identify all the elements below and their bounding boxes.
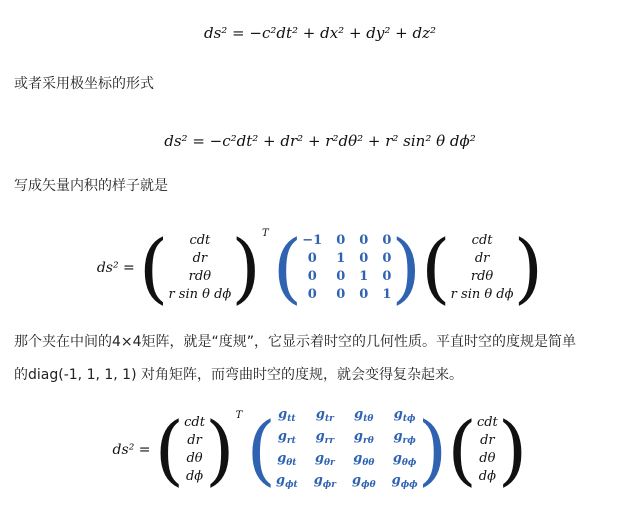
matrix-cell: 0 <box>307 269 317 284</box>
right-paren: ) <box>497 405 528 494</box>
matrix-cell: 0 <box>336 287 346 302</box>
matrix-cell: $g_{tt}$ <box>278 407 296 424</box>
matrix-right-paren: ) <box>417 405 448 494</box>
matrix-cell: $g_{\theta r}$ <box>314 451 335 468</box>
vector-entry: dϕ <box>185 469 204 484</box>
vector-right <box>477 414 498 486</box>
left-paren: ( <box>421 223 451 312</box>
matrix-cell: 0 <box>307 251 317 266</box>
vector-left <box>184 414 205 486</box>
matrix-cell: $g_{t\theta}$ <box>354 407 374 424</box>
matrix-right-paren: ) <box>391 223 422 312</box>
matrix-cell: 1 <box>382 287 392 302</box>
right-paren: ) <box>204 405 235 494</box>
vector-entry: cdt <box>476 415 498 430</box>
vector-entry: dθ <box>186 451 203 466</box>
matrix-equation-flat <box>0 223 640 312</box>
paragraph-metric-explanation <box>14 326 628 392</box>
right-paren: ) <box>231 223 261 312</box>
matrix-eq1-lhs: ds² = <box>96 260 135 276</box>
matrix-left-paren: ( <box>246 405 276 494</box>
matrix-cell: $g_{r\theta}$ <box>353 429 374 446</box>
matrix-cell: 0 <box>336 233 346 248</box>
left-paren: ( <box>138 223 169 312</box>
matrix-cell: −1 <box>302 233 323 248</box>
matrix-cell: 0 <box>359 251 369 266</box>
matrix-cell: $g_{\phi t}$ <box>275 473 298 490</box>
transpose-mark: T <box>235 410 243 421</box>
vector-entry: r sin θ dϕ <box>168 287 232 302</box>
metric-matrix-flat <box>302 232 391 304</box>
matrix-cell: $g_{r\phi}$ <box>393 429 416 446</box>
vector-left <box>168 232 231 304</box>
vector-entry: r sin θ dϕ <box>450 287 514 302</box>
matrix-left-paren: ( <box>272 223 303 312</box>
paragraph-line: 那个夹在中间的4×4矩阵，就是“度规”，它显示着时空的几何性质。平直时空的度规是简单 <box>14 334 577 350</box>
matrix-cell: $g_{tr}$ <box>315 407 334 424</box>
vector-entry: dr <box>192 251 208 266</box>
paragraph-polar-intro: 或者采用极坐标的形式 <box>14 76 154 92</box>
matrix-cell: $g_{t\phi}$ <box>393 407 416 424</box>
vector-entry: dr <box>480 433 495 448</box>
matrix-cell: 0 <box>382 251 392 266</box>
equation-cartesian: ds² = −c²dt² + dx² + dy² + dz² <box>203 24 437 42</box>
matrix-cell: $g_{rt}$ <box>277 429 296 446</box>
matrix-cell: 0 <box>359 233 369 248</box>
matrix-cell: $g_{\phi\phi}$ <box>391 473 418 490</box>
matrix-cell: $g_{\phi r}$ <box>313 473 337 490</box>
matrix-cell: $g_{rr}$ <box>315 429 335 446</box>
vector-right <box>451 232 514 304</box>
matrix-cell: 0 <box>382 269 392 284</box>
matrix-cell: $g_{\phi\theta}$ <box>352 473 376 490</box>
vector-entry: cdt <box>189 233 211 248</box>
vector-entry: cdt <box>471 233 493 248</box>
matrix-cell: $g_{\theta\theta}$ <box>353 451 375 468</box>
matrix-cell: 0 <box>336 269 346 284</box>
transpose-mark: T <box>261 228 269 239</box>
paragraph-line: 的diag(-1, 1, 1, 1) 对角矩阵，而弯曲时空的度规，就会变得复杂起来。 <box>14 367 463 383</box>
vector-entry: rdθ <box>188 269 212 284</box>
matrix-cell: 0 <box>382 233 392 248</box>
vector-entry: dϕ <box>478 469 496 484</box>
vector-entry: dr <box>187 433 202 448</box>
vector-entry: dθ <box>479 451 496 466</box>
left-paren: ( <box>154 405 185 494</box>
matrix-eq2-lhs: ds² = <box>112 442 151 458</box>
vector-entry: rdθ <box>470 269 494 284</box>
vector-entry: cdt <box>184 415 205 430</box>
matrix-cell: 1 <box>336 251 346 266</box>
right-paren: ) <box>513 223 544 312</box>
matrix-cell: 1 <box>359 269 369 284</box>
equation-polar: ds² = −c²dt² + dr² + r²dθ² + r² sin² θ dϕ² <box>164 132 476 150</box>
vector-entry: dr <box>474 251 490 266</box>
matrix-equation-general <box>0 405 640 494</box>
matrix-cell: $g_{\theta t}$ <box>277 451 297 468</box>
paragraph-inner-product-intro: 写成矢量内积的样子就是 <box>14 178 168 194</box>
metric-matrix-general <box>276 406 418 494</box>
matrix-cell: $g_{\theta\phi}$ <box>392 451 417 468</box>
left-paren: ( <box>447 405 477 494</box>
matrix-cell: 0 <box>307 287 317 302</box>
matrix-cell: 0 <box>359 287 369 302</box>
